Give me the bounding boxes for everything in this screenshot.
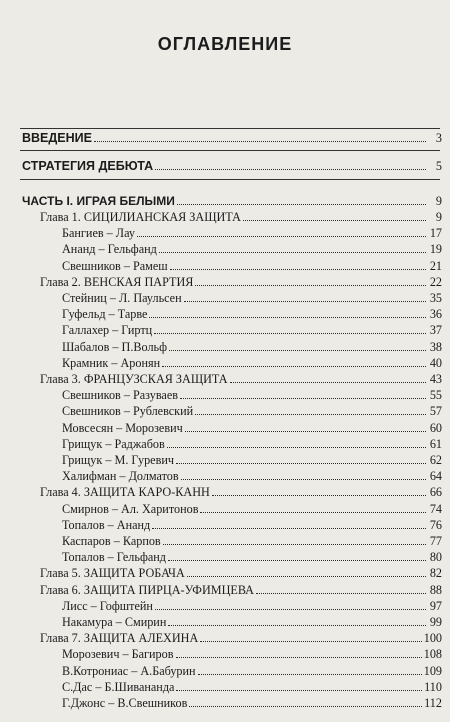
toc-label: Стейниц – Л. Паульсен [62, 291, 182, 305]
toc-label: Морозевич – Багиров [62, 647, 174, 662]
dot-leader [155, 169, 426, 170]
toc-page-number: 112 [424, 696, 442, 710]
toc-page-number: 60 [429, 420, 442, 435]
toc-label: Г.Джонс – В.Свешников [62, 696, 188, 710]
toc-game [62, 388, 442, 402]
toc-page-number: 77 [429, 534, 442, 548]
dot-leader [177, 204, 426, 205]
toc-label: Свешников – Рублевский [62, 404, 194, 419]
toc-game [62, 518, 442, 532]
dot-leader [198, 674, 422, 675]
toc-part-1 [22, 194, 442, 208]
toc-chapter [40, 566, 442, 580]
dot-leader [176, 463, 426, 464]
toc-label: Крамник – Аронян [62, 355, 161, 370]
toc-label: Глава 3. ФРАНЦУЗСКАЯ ЗАЩИТА [40, 372, 228, 386]
toc-label: Глава 4. ЗАЩИТА КАРО-КАНН [40, 485, 210, 500]
toc-page-number: 19 [429, 242, 442, 257]
toc-label: Мовсесян – Морозевич [62, 420, 183, 435]
toc-label: Глава 2. ВЕНСКАЯ ПАРТИЯ [40, 274, 194, 289]
toc-label: Грищук – М. Гуревич [62, 453, 174, 467]
dot-leader [167, 447, 426, 448]
toc-game [62, 259, 442, 273]
dot-leader [243, 220, 426, 221]
toc-label: Ананд – Гельфанд [62, 242, 157, 257]
dot-leader [137, 236, 426, 237]
divider [20, 179, 440, 180]
toc-label: Бангиев – Лау [62, 226, 135, 241]
toc-page-number: 62 [429, 453, 442, 467]
toc-game [62, 502, 442, 516]
toc-game [62, 307, 442, 321]
dot-leader [212, 495, 426, 496]
toc-page-number: 66 [429, 485, 442, 500]
page-title: ОГЛАВЛЕНИЕ [157, 34, 293, 54]
toc-game [62, 599, 442, 613]
toc-game [62, 323, 442, 337]
toc-game [62, 534, 442, 548]
toc-page-number: 37 [429, 323, 442, 338]
toc-chapter [40, 372, 442, 386]
dot-leader [159, 252, 426, 253]
toc-game [62, 664, 442, 678]
dot-leader [189, 706, 422, 707]
toc-page-number: 74 [429, 501, 442, 516]
toc-page-number: 99 [429, 615, 442, 629]
toc-label: Каспаров – Карпов [62, 534, 161, 548]
dot-leader [200, 641, 421, 642]
toc-label: Глава 6. ЗАЩИТА ПИРЦА-УФИМЦЕВА [40, 582, 254, 597]
dot-leader [163, 544, 426, 545]
dot-leader [185, 431, 426, 432]
dot-leader [195, 414, 426, 415]
dot-leader [162, 366, 426, 367]
toc-page-number: 109 [423, 663, 442, 678]
toc-chapter [40, 583, 442, 597]
dot-leader [176, 690, 422, 691]
toc-page-number: 82 [429, 566, 442, 581]
toc-strategy [22, 159, 442, 173]
divider [20, 150, 440, 151]
toc-game [62, 226, 442, 240]
toc-intro [22, 131, 442, 145]
dot-leader [200, 512, 426, 513]
toc-game [62, 291, 442, 305]
dot-leader [184, 301, 426, 302]
toc-game [62, 340, 442, 354]
toc-chapter [40, 275, 442, 289]
toc-label: Свешников – Разуваев [62, 388, 178, 403]
toc-page-number: 5 [435, 159, 442, 173]
toc-page-number: 36 [429, 307, 442, 322]
toc-game [62, 453, 442, 467]
toc-label: ВВЕДЕНИЕ [22, 131, 92, 145]
dot-leader [152, 528, 426, 529]
toc-label: Шабалов – П.Вольф [62, 339, 167, 354]
toc-game [62, 469, 442, 483]
toc-page-number: 9 [435, 194, 442, 208]
toc-label: В.Котрониас – А.Бабурин [62, 663, 196, 678]
toc-label: Халифман – Долматов [62, 469, 179, 484]
toc-game [62, 356, 442, 370]
toc-page-number: 38 [429, 339, 442, 354]
toc-page-number: 64 [429, 469, 442, 484]
dot-leader [195, 285, 426, 286]
toc-game [62, 550, 442, 564]
toc-page-number: 35 [429, 291, 442, 305]
toc-page-number: 21 [429, 258, 442, 273]
toc-label: ЧАСТЬ I. ИГРАЯ БЕЛЫМИ [22, 194, 175, 208]
toc-page-number: 61 [429, 436, 442, 451]
dot-leader [230, 382, 426, 383]
toc-page-number: 80 [429, 550, 442, 565]
toc-label: Лисс – Гофштейн [62, 598, 153, 613]
toc-page-number: 22 [429, 274, 442, 289]
dot-leader [94, 141, 426, 142]
toc-page-number: 110 [424, 679, 442, 694]
toc-page-number: 88 [429, 582, 442, 597]
toc-label: СТРАТЕГИЯ ДЕБЮТА [22, 159, 154, 173]
dot-leader [154, 333, 426, 334]
toc-label: Свешников – Рамеш [62, 258, 168, 273]
toc-label: Смирнов – Ал. Харитонов [62, 501, 199, 516]
toc-game [62, 696, 442, 710]
toc-page-number: 40 [429, 355, 442, 370]
dot-leader [170, 269, 426, 270]
toc-chapter [40, 485, 442, 499]
toc-game [62, 615, 442, 629]
toc-label: Глава 7. ЗАЩИТА АЛЕХИНА [40, 631, 199, 646]
dot-leader [168, 560, 426, 561]
toc-label: Топалов – Гельфанд [62, 550, 166, 565]
toc-page-number: 55 [429, 388, 442, 403]
toc-game [62, 437, 442, 451]
dot-leader [149, 317, 426, 318]
toc-label: Глава 5. ЗАЩИТА РОБАЧА [40, 566, 185, 581]
toc-page-number: 3 [435, 131, 442, 145]
dot-leader [168, 625, 426, 626]
toc-page-number: 100 [423, 631, 442, 646]
dot-leader [176, 657, 422, 658]
toc-game [62, 421, 442, 435]
dot-leader [169, 350, 426, 351]
toc-label: Грищук – Раджабов [62, 436, 165, 451]
toc-page-number: 43 [429, 372, 442, 386]
toc-chapter [40, 631, 442, 645]
toc-label: Накамура – Смирин [62, 615, 167, 629]
divider [20, 128, 440, 129]
toc-label: Топалов – Ананд [62, 517, 151, 532]
toc-label: Глава 1. СИЦИЛИАНСКАЯ ЗАЩИТА [40, 210, 241, 224]
toc-page-number: 76 [429, 517, 442, 532]
dot-leader [180, 398, 426, 399]
toc-label: Гуфельд – Тарве [62, 307, 148, 322]
toc-page-number: 57 [429, 404, 442, 419]
dot-leader [181, 479, 426, 480]
toc-page-number: 97 [429, 598, 442, 613]
toc-label: С.Дас – Б.Шиванандa [62, 679, 175, 694]
toc-page-number: 9 [435, 210, 442, 224]
dot-leader [256, 593, 426, 594]
toc-label: Галлахер – Гиртц [62, 323, 153, 338]
toc-chapter [40, 210, 442, 224]
toc-page-number: 17 [429, 226, 442, 241]
dot-leader [187, 576, 426, 577]
toc-game [62, 242, 442, 256]
toc-game [62, 680, 442, 694]
dot-leader [155, 609, 426, 610]
toc-page-number: 108 [423, 647, 442, 662]
toc-game [62, 647, 442, 661]
toc-game [62, 404, 442, 418]
